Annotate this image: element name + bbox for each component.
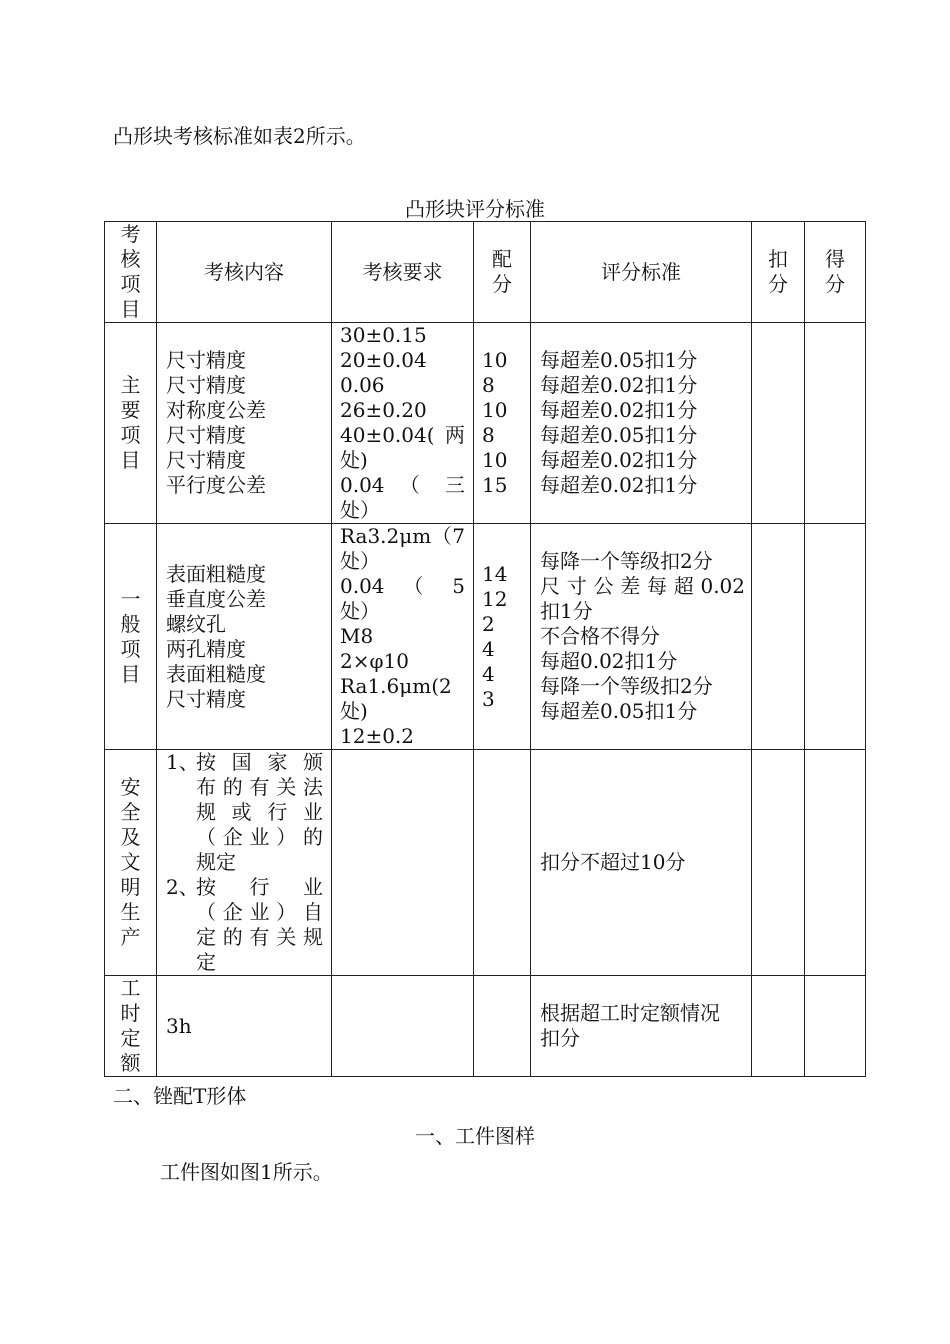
main-content-line: 尺寸精度 (166, 448, 246, 472)
general-score-line: 12 (482, 586, 508, 611)
safety-rule-line: 规或行业 (196, 800, 323, 824)
general-requirement-line: 处） (340, 599, 380, 623)
general-score-line: 2 (482, 611, 495, 636)
body-paragraph: 工件图如图1所示。 (160, 1160, 333, 1184)
header-deduct: 扣分 (752, 222, 805, 323)
main-item-cell: 主要项目 (105, 323, 157, 524)
safety-content-cell (157, 750, 332, 976)
safety-rule-line: （企业）的 (196, 825, 323, 849)
main-requirement-line: 0.06 (340, 373, 385, 397)
general-content-cell (157, 524, 332, 750)
general-score-line: 4 (482, 636, 495, 661)
time-standard-cell (531, 976, 752, 1077)
safety-rule-line: 规定 (196, 850, 236, 874)
main-requirement-line: 30±0.15 (340, 323, 427, 347)
main-content-line: 尺寸精度 (166, 423, 246, 447)
main-requirement-line: 20±0.04 (340, 348, 427, 372)
general-score-line: 3 (482, 686, 495, 711)
general-content-line: 表面粗糙度 (166, 661, 266, 686)
general-requirement-line: 处） (340, 549, 380, 573)
time-deduct-cell (752, 976, 805, 1077)
section-heading: 二、锉配T形体 (113, 1084, 247, 1108)
time-gain-cell (805, 976, 866, 1077)
safety-rule-2 (166, 875, 323, 975)
general-requirement-line: 2×φ10 (340, 649, 409, 673)
main-requirement-cell (332, 323, 474, 524)
general-content-line: 表面粗糙度 (166, 561, 266, 586)
safety-rule-line: 定的有关规 (196, 925, 323, 949)
safety-rule-number: 1、 (166, 750, 199, 774)
safety-score-cell (474, 750, 531, 976)
table-header-row (105, 222, 866, 323)
safety-rule-line: （企业）自 (196, 900, 323, 924)
main-standard-cell (531, 323, 752, 524)
main-standard-line: 每超差0.02扣1分 (540, 448, 698, 472)
time-content-cell: 3h (157, 976, 332, 1077)
header-requirement: 考核要求 (332, 222, 474, 323)
table-row-general (105, 524, 866, 750)
time-standard-line: 根据超工时定额情况 (540, 1001, 720, 1025)
general-standard-line: 不合格不得分 (540, 624, 660, 648)
header-standard: 评分标准 (531, 222, 752, 323)
general-item-cell: 一般项目 (105, 524, 157, 750)
safety-rule-number: 2、 (166, 875, 199, 899)
main-standard-line: 每超差0.02扣1分 (540, 398, 698, 422)
intro-paragraph: 凸形块考核标准如表2所示。 (113, 124, 366, 148)
general-requirement-line: M8 (340, 624, 374, 648)
main-score-line: 10 (482, 398, 508, 422)
main-standard-line: 每超差0.02扣1分 (540, 373, 698, 397)
general-score-cell (474, 524, 531, 750)
general-content-line: 螺纹孔 (166, 611, 226, 636)
safety-standard-cell: 扣分不超过10分 (531, 750, 752, 976)
general-requirement-cell (332, 524, 474, 750)
general-standard-line: 每降一个等级扣2分 (540, 549, 713, 573)
safety-requirement-cell (332, 750, 474, 976)
general-standard-line: 扣1分 (540, 599, 593, 623)
time-standard-line: 扣分 (540, 1026, 580, 1050)
time-requirement-cell (332, 976, 474, 1077)
header-score: 配分 (474, 222, 531, 323)
main-content-line: 平行度公差 (166, 473, 266, 497)
general-score-line: 4 (482, 661, 495, 686)
general-standard-line: 尺寸公差每超0.02 (540, 574, 745, 598)
general-score-line: 14 (482, 561, 508, 586)
time-item-cell: 工时定额 (105, 976, 157, 1077)
general-deduct-cell (752, 524, 805, 750)
header-item: 考核项目 (105, 222, 157, 323)
general-standard-cell (531, 524, 752, 750)
main-score-line: 8 (482, 423, 495, 447)
main-score-line: 10 (482, 448, 508, 472)
safety-rule-line: 布的有关法 (196, 775, 323, 799)
general-standard-line: 每超0.02扣1分 (540, 649, 678, 673)
header-content: 考核内容 (157, 222, 332, 323)
table-row-time (105, 976, 866, 1077)
main-requirement-line: 40±0.04(两 (340, 423, 465, 447)
scoring-table (104, 221, 866, 1077)
main-requirement-line: 26±0.20 (340, 398, 427, 422)
safety-gain-cell (805, 750, 866, 976)
general-requirement-line: Ra3.2μm（7 (340, 524, 465, 548)
general-standard-line: 每降一个等级扣2分 (540, 674, 713, 698)
safety-item-cell: 安全及文明生产 (105, 750, 157, 976)
general-requirement-line: Ra1.6μm(2 (340, 674, 452, 698)
main-standard-line: 每超差0.05扣1分 (540, 348, 698, 372)
table-row-main (105, 323, 866, 524)
main-deduct-cell (752, 323, 805, 524)
main-gain-cell (805, 323, 866, 524)
main-requirement-line: 0.04 （ 三 (340, 473, 465, 497)
safety-rule-1 (166, 750, 323, 875)
safety-rule-line: 按国家颁 (196, 750, 323, 774)
subsection-heading: 一、工件图样 (415, 1124, 535, 1148)
main-content-line: 对称度公差 (166, 398, 266, 422)
main-score-line: 10 (482, 348, 508, 372)
general-gain-cell (805, 524, 866, 750)
main-score-line: 8 (482, 373, 495, 397)
general-standard-line: 每超差0.05扣1分 (540, 699, 698, 723)
main-standard-line: 每超差0.05扣1分 (540, 423, 698, 447)
general-requirement-line: 0.04 （ 5 (340, 574, 465, 598)
main-standard-line: 每超差0.02扣1分 (540, 473, 698, 497)
main-score-line: 15 (482, 473, 508, 497)
general-requirement-line: 12±0.2 (340, 724, 415, 748)
table-caption: 凸形块评分标准 (405, 197, 545, 221)
safety-rule-line: 定 (196, 950, 216, 974)
main-content-line: 尺寸精度 (166, 373, 246, 397)
main-content-line: 尺寸精度 (166, 348, 246, 372)
main-requirement-line: 处） (340, 498, 380, 522)
general-content-line: 尺寸精度 (166, 686, 246, 711)
main-score-cell (474, 323, 531, 524)
general-content-line: 两孔精度 (166, 636, 246, 661)
time-score-cell (474, 976, 531, 1077)
safety-rule-line: 按行业 (196, 875, 323, 899)
general-content-line: 垂直度公差 (166, 586, 266, 611)
header-gain: 得分 (805, 222, 866, 323)
main-content-cell (157, 323, 332, 524)
main-requirement-line: 处) (340, 448, 368, 472)
table-row-safety (105, 750, 866, 976)
safety-deduct-cell (752, 750, 805, 976)
general-requirement-line: 处) (340, 699, 368, 723)
